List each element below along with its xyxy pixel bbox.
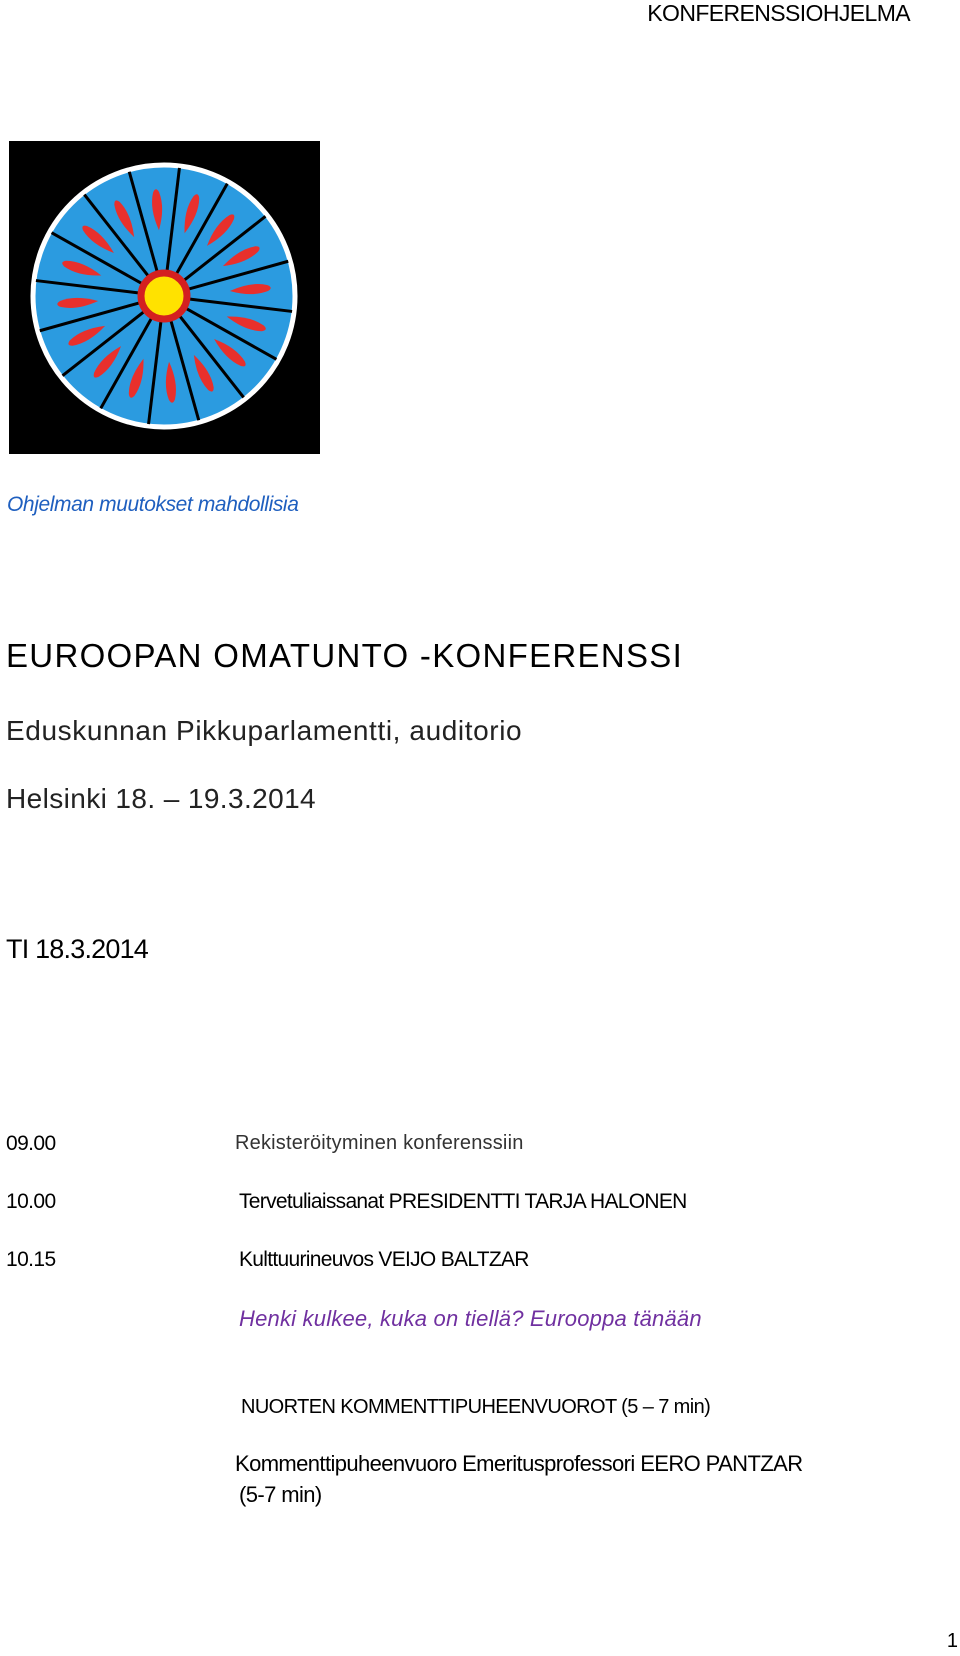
day-heading: TI 18.3.2014 [6,934,149,964]
comment-speaker: Kommenttipuheenvuoro Emeritusprofessori EERO PANTZAR [235,1451,803,1476]
program-change-notice: Ohjelman muutokset mahdollisia [7,493,299,516]
conference-dates: Helsinki 18. – 19.3.2014 [6,783,317,814]
logo-hub [141,273,187,319]
schedule-time: 10.00 [6,1190,56,1213]
talk-subtitle: Henki kulkee, kuka on tiellä? Eurooppa tänään [239,1306,702,1331]
conference-venue: Eduskunnan Pikkuparlamentti, auditorio [6,715,523,746]
schedule-event: Kulttuurineuvos VEIJO BALTZAR [239,1248,529,1271]
schedule-event: Tervetuliaissanat PRESIDENTTI TARJA HALONEN [239,1190,687,1213]
comment-duration: (5-7 min) [239,1482,322,1507]
document-header-title: KONFERENSSIOHJELMA [647,0,910,26]
wheel-logo [9,141,320,454]
page-number: 1 [946,1630,958,1652]
romani-wheel-icon [9,141,320,454]
youth-comments-item: NUORTEN KOMMENTTIPUHEENVUOROT (5 – 7 min) [241,1396,711,1418]
schedule-event: Rekisteröityminen konferenssiin [235,1132,524,1154]
schedule-time: 09.00 [6,1132,56,1155]
conference-title: EUROOPAN OMATUNTO -KONFERENSSI [6,637,684,674]
schedule-time: 10.15 [6,1248,56,1271]
